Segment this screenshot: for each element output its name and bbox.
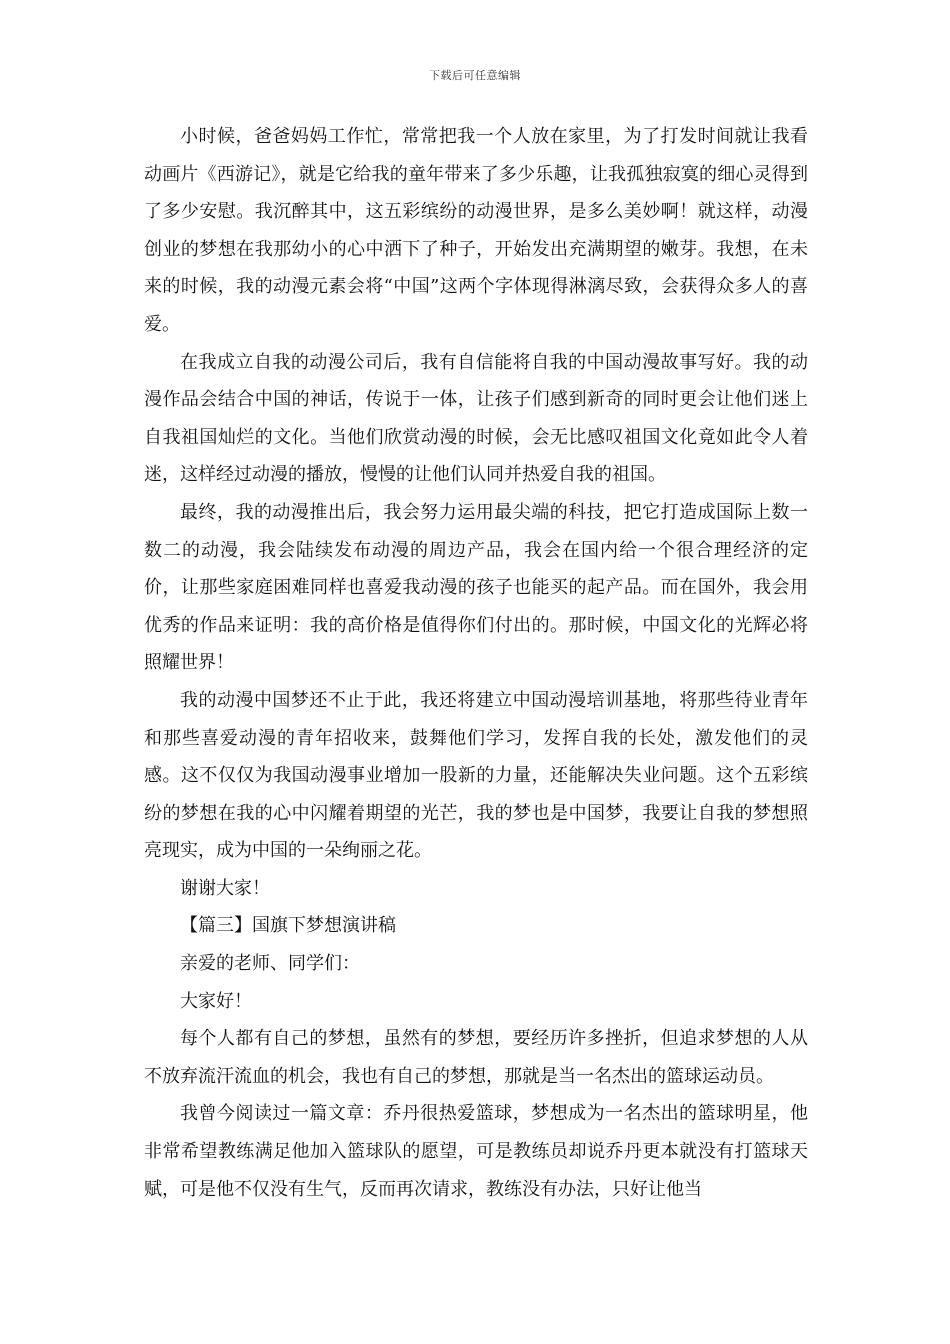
paragraph-jordan-story: 我曾今阅读过一篇文章：乔丹很热爱篮球，梦想成为一名杰出的篮球明星，他非常希望教练满足他加入篮球队的愿望，可是教练员却说乔丹更本就没有打篮球天赋，可是他不仅没有生气，反而再次请求，教练没有办法，只好让他当 bbox=[144, 1103, 808, 1200]
paragraph-greeting: 大家好！ bbox=[180, 990, 252, 1012]
page-header: 下载后可任意编辑 bbox=[429, 69, 521, 82]
paragraph-training-base: 我的动漫中国梦还不止于此，我还将建立中国动漫培训基地，将那些待业青年和那些喜爱动漫的青年招收来，鼓舞他们学习，发挥自我的长处，激发他们的灵感。这不仅仅为我国动漫事业增加一股新的力量，还能解决失业问题。这个五彩缤纷的梦想在我的心中闪耀着期望的光芒，我的梦也是中国梦，我要让自我的梦想照亮现实，成为中国的一朵绚丽之花。 bbox=[144, 689, 808, 862]
document-body bbox=[144, 118, 808, 1208]
paragraph-technology: 最终，我的动漫推出后，我会努力运用最尖端的科技，把它打造成国际上数一数二的动漫，我会陆续发布动漫的周边产品，我会在国内给一个很合理经济的定价，让那些家庭困难同样也喜爱我动漫的孩子也能买的起产品。而在国外，我会用优秀的作品来证明：我的高价格是值得你们付出的。那时候，中国文化的光辉必将照耀世界！ bbox=[144, 501, 808, 674]
paragraph-salutation: 亲爱的老师、同学们： bbox=[180, 953, 360, 975]
paragraph-dream: 每个人都有自己的梦想，虽然有的梦想，要经历许多挫折，但追求梦想的人从不放弃流汗流血的机会，我也有自己的梦想，那就是当一名杰出的篮球运动员。 bbox=[144, 1028, 808, 1087]
paragraph-company: 在我成立自我的动漫公司后，我有自信能将自我的中国动漫故事写好。我的动漫作品会结合中国的神话，传说于一体，让孩子们感到新奇的同时更会让他们迷上自我祖国灿烂的文化。当他们欣赏动漫的时候，会无比感叹祖国文化竟如此令人着迷，这样经过动漫的播放，慢慢的让他们认同并热爱自我的祖国。 bbox=[144, 351, 808, 486]
paragraph-childhood: 小时候，爸爸妈妈工作忙，常常把我一个人放在家里，为了打发时间就让我看动画片《西游记》，就是它给我的童年带来了多少乐趣，让我孤独寂寞的细心灵得到了多少安慰。我沉醉其中，这五彩缤纷的动漫世界，是多么美妙啊！就这样，动漫创业的梦想在我那幼小的心中洒下了种子，开始发出充满期望的嫩芽。我想，在未来的时候，我的动漫元素会将“中国”这两个字体现得淋漓尽致，会获得众多人的喜爱。 bbox=[144, 126, 808, 335]
paragraph-thanks: 谢谢大家！ bbox=[180, 877, 270, 899]
section-heading: 【篇三】国旗下梦想演讲稿 bbox=[180, 915, 396, 937]
